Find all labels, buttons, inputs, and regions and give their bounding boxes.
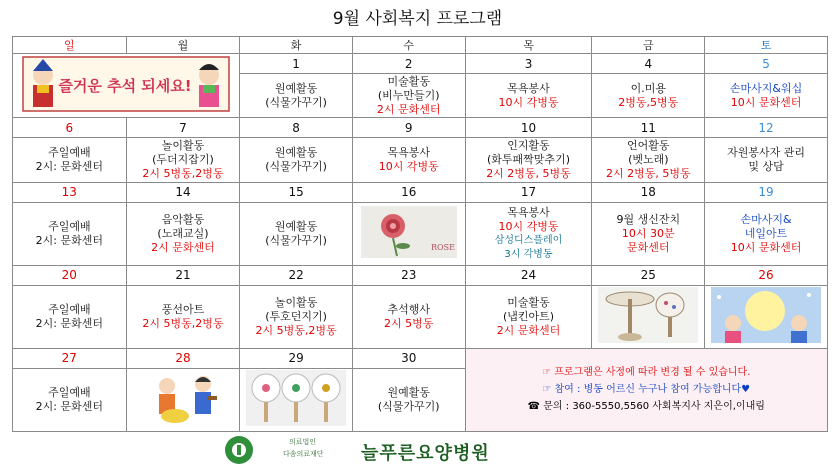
chuseok-greeting-image: [21, 55, 231, 113]
moon-image-cell: [705, 285, 828, 348]
event-cell: 놀이활동 (두더지잡기) 2시 5병동,2병동: [126, 138, 240, 182]
date-cell: 15: [240, 182, 353, 202]
couple-image-cell: [126, 368, 240, 431]
event-cell: 원예활동 (식물가꾸기): [240, 138, 353, 182]
event-cell: 주일예배 2시: 문화센터: [13, 368, 127, 431]
date-cell: 4: [592, 54, 705, 74]
event-cell: 원예활동 (식물가꾸기): [352, 368, 465, 431]
hospital-footer: [225, 436, 605, 464]
notice-participation-line: ☞ 참여 : 병동 어르신 누구나 참여 가능합니다♥: [542, 384, 751, 396]
event-cell: 손마사지&워십 10시 문화센터: [705, 74, 828, 118]
event-cell: 인지활동 (화투패짝맞추기) 2시 2병동, 5병동: [465, 138, 592, 182]
date-cell: 25: [592, 265, 705, 285]
hanbok-couple-image: [131, 370, 235, 426]
event-cell: 풍선아트 2시 5병동,2병동: [126, 285, 240, 348]
event-cell: 목욕봉사 10시 각병동 삼성디스플레이 3시 각병동: [465, 202, 592, 265]
full-moon-children-image: [709, 287, 823, 343]
content-row: [13, 138, 828, 182]
date-cell: 11: [592, 118, 705, 138]
crafts-image-cell: [592, 285, 705, 348]
event-cell: 음악활동 (노래교실) 2시 문화센터: [126, 202, 240, 265]
date-cell: 13: [13, 182, 127, 202]
event-cell: 자원봉사자 관리 및 상담: [705, 138, 828, 182]
event-cell: 놀이활동 (투호던지기) 2시 5병동,2병동: [240, 285, 353, 348]
date-row: [13, 182, 828, 202]
org-line1: 의료법인: [289, 438, 317, 446]
date-cell: 2: [352, 54, 465, 74]
date-cell: 26: [705, 265, 828, 285]
event-cell: 손마사지& 네일아트 10시 문화센터: [705, 202, 828, 265]
date-cell: 28: [126, 348, 240, 368]
date-cell: 29: [240, 348, 353, 368]
date-cell: 8: [240, 118, 353, 138]
date-cell: 10: [465, 118, 592, 138]
weekday-thu: 목: [465, 37, 592, 54]
content-row: [13, 202, 828, 265]
chuseok-text: 즐거운 추석 되세요!: [58, 76, 192, 95]
fans-image-cell: [240, 368, 353, 431]
event-cell: 언어활동 (벳노래) 2시 2병동, 5병동: [592, 138, 705, 182]
date-cell: 22: [240, 265, 353, 285]
weekday-wed: 수: [352, 37, 465, 54]
date-cell: 24: [465, 265, 592, 285]
date-cell: 14: [126, 182, 240, 202]
date-row: [13, 54, 828, 74]
hospital-logo-icon: [225, 436, 253, 464]
event-cell: 미술활동 (냅킨아트) 2시 문화센터: [465, 285, 592, 348]
date-cell: 27: [13, 348, 127, 368]
page-title: 9월 사회복지 프로그램: [332, 9, 503, 29]
event-cell: 목욕봉사 10시 각병동: [352, 138, 465, 182]
date-cell: 19: [705, 182, 828, 202]
event-cell: 이.미용 2병동,5병동: [592, 74, 705, 118]
notice-change-line: ☞ 프로그램은 사정에 따라 변경 될 수 있습니다.: [542, 367, 751, 379]
event-cell: 원예활동 (식물가꾸기): [240, 74, 353, 118]
chuseok-banner: [13, 54, 240, 118]
date-cell: 7: [126, 118, 240, 138]
date-cell: 23: [352, 265, 465, 285]
hospital-name: 늘푸른요양병원: [361, 443, 490, 464]
notice-box: [465, 348, 827, 431]
date-cell: 12: [705, 118, 828, 138]
weekday-sat: 토: [705, 37, 828, 54]
date-cell: 30: [352, 348, 465, 368]
event-cell: 9월 생신잔치 10시 30분 문화센터: [592, 202, 705, 265]
date-cell: 20: [13, 265, 127, 285]
event-cell: 주일예배 2시: 문화센터: [13, 202, 127, 265]
weekday-tue: 화: [240, 37, 353, 54]
craft-umbrellas-image: [596, 287, 700, 343]
weekday-mon: 월: [126, 37, 240, 54]
date-row: [13, 118, 828, 138]
event-cell: 목욕봉사 10시 각병동: [465, 74, 592, 118]
content-row: [13, 285, 828, 348]
rose-image-cell: [352, 202, 465, 265]
notice-contact-line: ☎ 문의 : 360-5550,5560 사회복지사 지은이,이내림: [527, 401, 765, 413]
date-cell: 3: [465, 54, 592, 74]
date-cell: 1: [240, 54, 353, 74]
event-cell: 주일예배 2시: 문화센터: [13, 285, 127, 348]
event-cell: 미술활동 (비누만들기) 2시 문화센터: [352, 74, 465, 118]
event-cell: 주일예배 2시: 문화센터: [13, 138, 127, 182]
event-cell: 추석행사 2시 5병동: [352, 285, 465, 348]
date-row: [13, 348, 828, 368]
calendar-table: [12, 36, 828, 432]
date-cell: 18: [592, 182, 705, 202]
date-cell: 5: [705, 54, 828, 74]
weekday-header-row: [13, 37, 828, 54]
date-cell: 16: [352, 182, 465, 202]
weekday-fri: 금: [592, 37, 705, 54]
event-cell: 원예활동 (식물가꾸기): [240, 202, 353, 265]
rose-caption: ROSE: [430, 242, 455, 252]
weekday-sun: 일: [13, 37, 127, 54]
date-cell: 21: [126, 265, 240, 285]
date-row: [13, 265, 828, 285]
date-cell: 17: [465, 182, 592, 202]
date-cell: 6: [13, 118, 127, 138]
org-line2: 다솜의료재단: [283, 450, 324, 458]
rose-painting-image: [357, 204, 461, 260]
painted-fans-image: [244, 370, 348, 426]
date-cell: 9: [352, 118, 465, 138]
